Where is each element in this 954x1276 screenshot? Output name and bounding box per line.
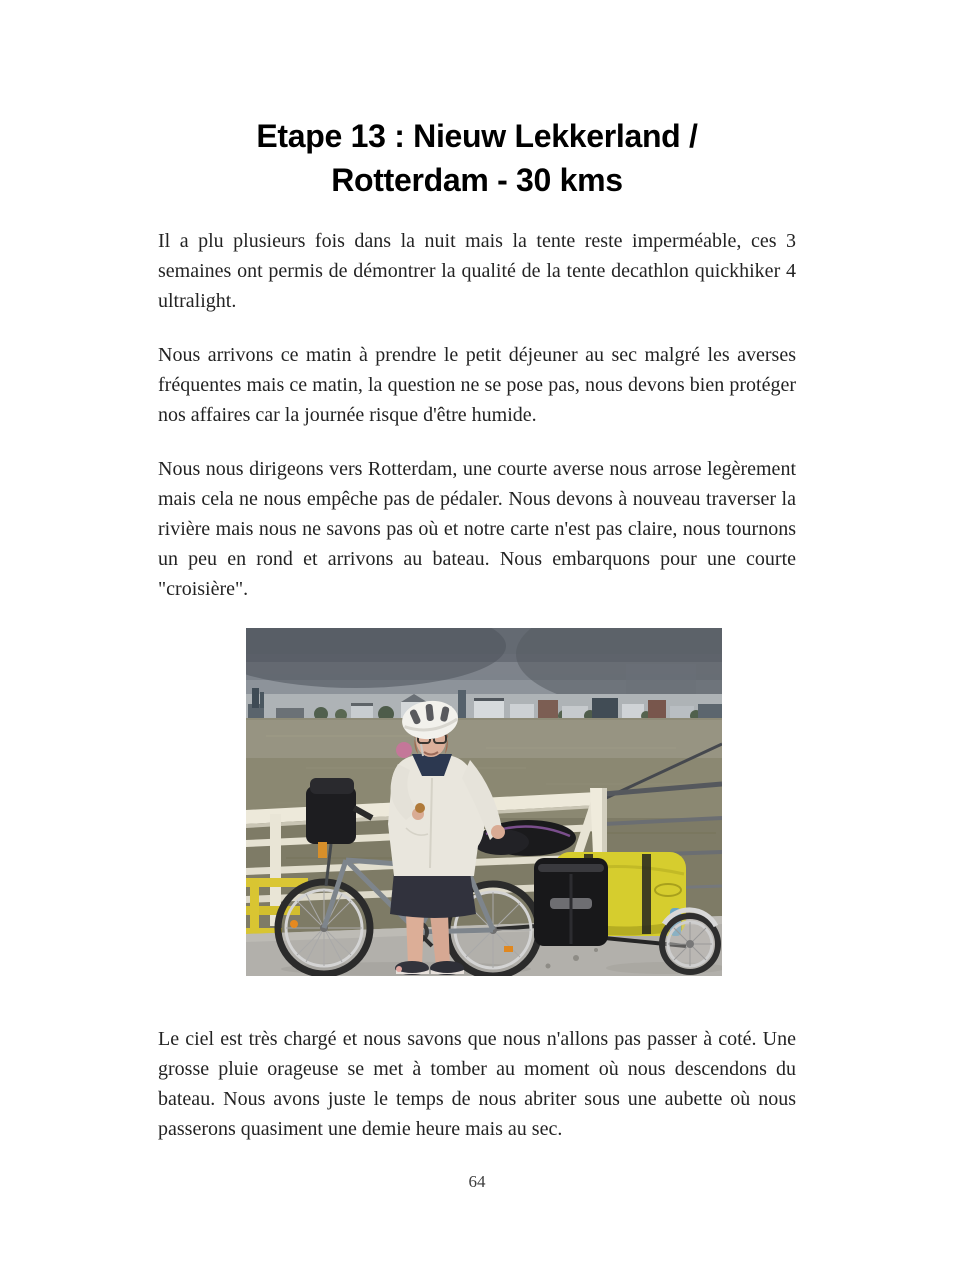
snack [415,803,425,813]
body-paragraph-3: Nous nous dirigeons vers Rotterdam, une courte averse nous arrose legèrement mais cela ne nous empêche pas de pédaler. Nous devons à nouveau traverser la rivière mais nous ne savons pas où et notre carte n'est pas claire, nous tournons un peu en rond et arrivons au bateau. Nous embarquons pour une courte "croisière". [158,458,796,600]
title-line-1: Etape 13 : Nieuw Lekkerland / [256,118,698,154]
rear-pannier [534,858,608,946]
right-hand [491,825,505,839]
page-content [0,114,954,1144]
page-footer [0,1172,954,1192]
trip-photo-svg [246,628,722,976]
trailer-wheel [662,910,718,972]
body-paragraph-2: Nous arrivons ce matin à prendre le petit déjeuner au sec malgré les averses fréquentes mais ce matin, la question ne se pose pas, nous devons bien protéger nos affaires car la journée risque d'être humide. [158,344,796,426]
skirt [390,872,476,918]
body-paragraph-1: Il a plu plusieurs fois dans la nuit mais la tente reste imperméable, ces 3 semaines ont permis de démontrer la qualité de la tente decathlon quickhiker 4 ultralight. [158,230,796,312]
title-line-2: Rotterdam - 30 kms [331,162,623,198]
pink-scarf [396,742,412,758]
body-paragraph-4: Le ciel est très chargé et nous savons que nous n'allons pas passer à coté. Une grosse pluie orageuse se met à tomber au moment où nous descendons du bateau. Nous avons juste le temps de nous abriter sous une aubette où nous passerons quasiment une demie heure mais au sec. [158,1028,796,1140]
pedal-reflector [504,946,513,952]
trip-photo [246,628,722,976]
page-title [158,114,796,202]
page-number: 64 [468,1172,486,1191]
wheel-reflector [290,920,298,928]
